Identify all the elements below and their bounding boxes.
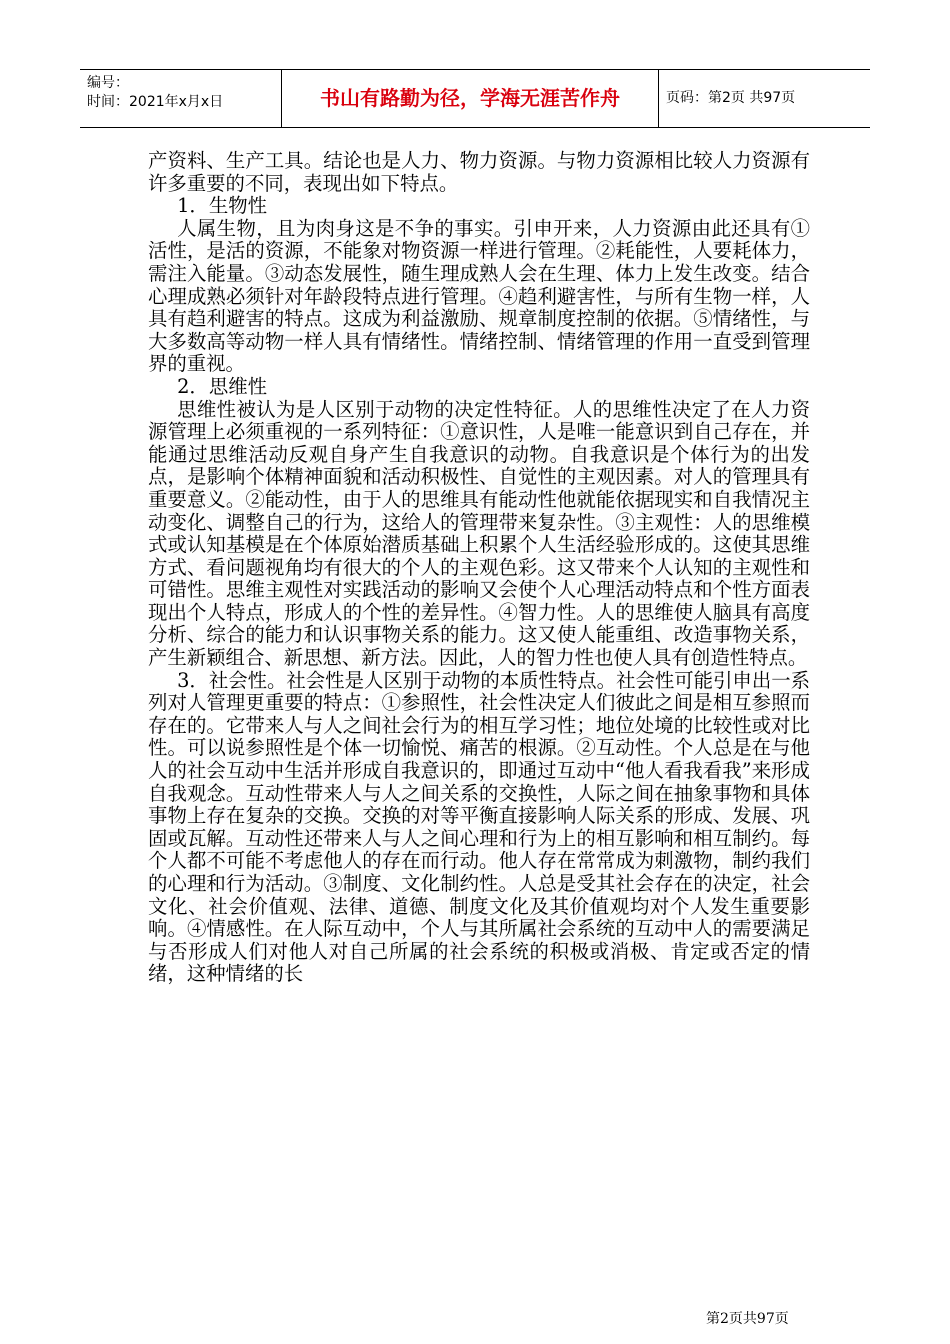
document-body — [148, 150, 810, 986]
header-divider-right — [658, 70, 659, 127]
paragraph-thinking: 思维性被认为是人区别于动物的决定性特征。人的思维性决定了在人力资源管理上必须重视的一系列特征：①意识性，人是唯一能意识到自己存在，并能通过思维活动反观自身产生自我意识的动物。自我意识是个体行为的出发点，是影响个体精神面貌和活动积极性、自觉性的主观因素。对人的管理具有重要意义。②能动性，由于人的思维具有能动性他就能依据现实和自我情况主动变化、调整自己的行为，这给人的管理带来复杂性。③主观性：人的思维模式或认知基模是在个体原始潜质基础上积累个人生活经验形成的。这使其思维方式、看问题视角均有很大的个人的主观色彩。这又带来个人认知的主观性和可错性。思维主观性对实践活动的影响又会使个人心理活动特点和个性方面表现出个人特点，形成人的个性的差异性。④智力性。人的思维使人脑具有高度分析、综合的能力和认识事物关系的能力。这又使人能重组、改造事物关系，产生新颖组合、新思想、新方法。因此，人的智力性也使人具有创造性特点。 — [148, 397, 810, 670]
document-code-label: 编号： — [87, 75, 129, 91]
section-heading-biological: 1．生物性 — [177, 194, 267, 218]
paragraph-social: 3．社会性。社会性是人区别于动物的本质性特点。社会性可能引申出一系列对人管理更重要的特点：①参照性，社会性决定人们彼此之间是相互参照而存在的。它带来人与人之间社会行为的相互学习性；地位处境的比较性或对比性。可以说参照性是个体一切愉悦、痛苦的根源。②互动性。个人总是在与他人的社会互动中生活并形成自我意识的，即通过互动中“他人看我看我”来形成自我观念。互动性带来人与人之间关系的交换性，人际之间在抽象事物和具体事物上存在复杂的交换。交换的对等平衡直接影响人际关系的形成、发展、巩固或瓦解。互动性还带来人与人之间心理和行为上的相互影响和相互制约。每个人都不可能不考虑他人的存在而行动。他人存在常常成为刺激物，制约我们的心理和行为活动。③制度、文化制约性。人总是受其社会存在的决定，社会文化、社会价值观、法律、道德、制度文化及其价值观均对个人发生重要影响。④情感性。在人际互动中，个人与其所属社会系统的互动中人的需要满足与否形成人们对他人对自己所属的社会系统的积极或消极、肯定或否定的情绪，这种情绪的长 — [148, 668, 810, 986]
section-heading-thinking: 2．思维性 — [177, 374, 267, 398]
header-page-number: 页码：第2页 共97页 — [666, 90, 796, 106]
page-footer-number: 第2页共97页 — [706, 1311, 789, 1327]
header-meta-cell — [80, 70, 281, 127]
paragraph-biological: 人属生物，且为肉身这是不争的事实。引申开来，人力资源由此还具有①活性，是活的资源，不能象对物资源一样进行管理。②耗能性，人要耗体力，需注入能量。③动态发展性，随生理成熟人会在生理、体力上发生改变。结合心理成熟必须针对年龄段特点进行管理。④趋利避害性，与所有生物一样，人具有趋利避害的特点。这成为利益激励、规章制度控制的依据。⑤情绪性，与大多数高等动物一样人具有情绪性。情绪控制、情绪管理的作用一直受到管理界的重视。 — [148, 216, 810, 376]
paragraph-intro: 产资料、生产工具。结论也是人力、物力资源。与物力资源相比较人力资源有许多重要的不同，表现出如下特点。 — [148, 149, 810, 195]
page-header — [80, 69, 870, 128]
header-motto: 书山有路勤为径，学海无涯苦作舟 — [320, 86, 620, 110]
document-date-label: 时间：2021年x月x日 — [87, 94, 224, 110]
